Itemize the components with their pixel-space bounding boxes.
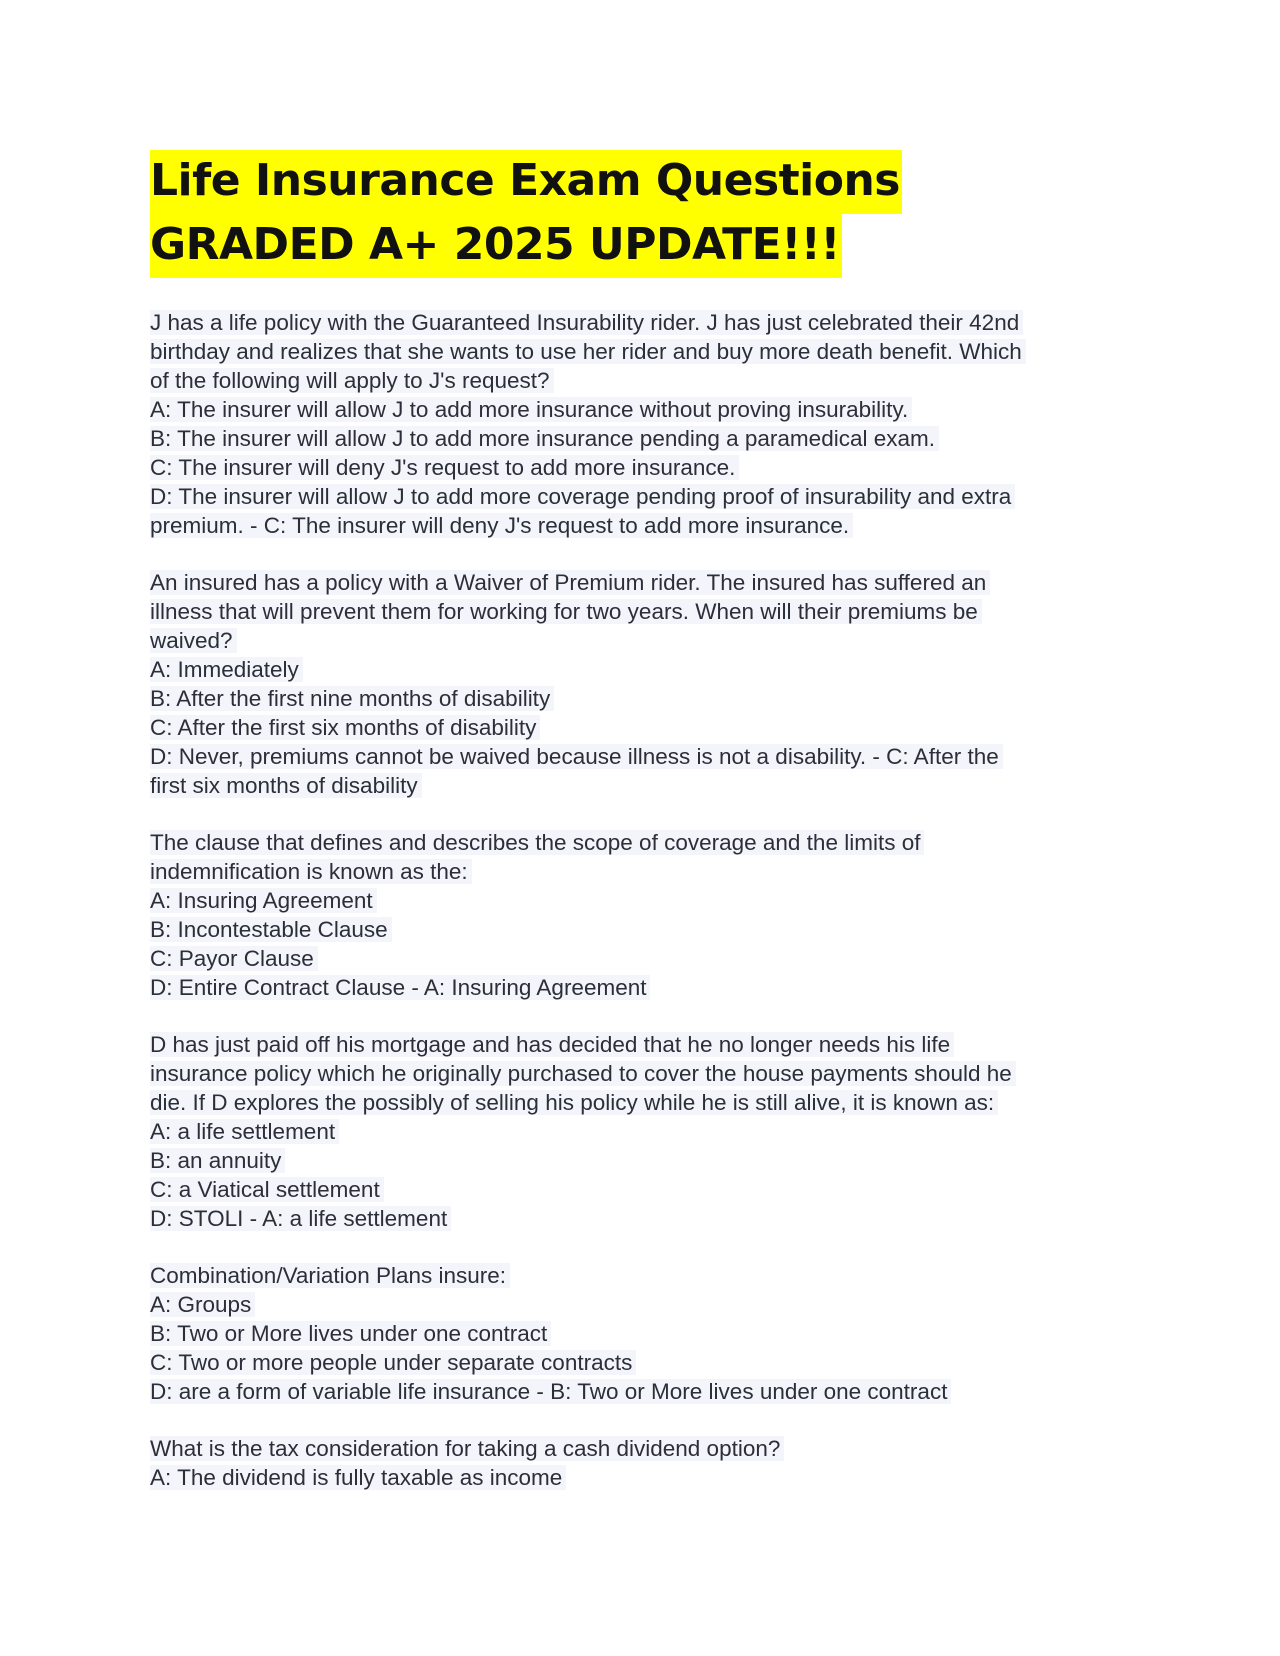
question-line: [150, 973, 1130, 1002]
question-line-text: B: Incontestable Clause: [150, 917, 392, 942]
question-line-text: A: The insurer will allow J to add more insurance without proving insurability.: [150, 397, 912, 422]
question-list: [150, 308, 1130, 1492]
question-line: [150, 886, 1130, 915]
question-line-text: D: are a form of variable life insurance - B: Two or More lives under one contract: [150, 1379, 951, 1404]
question-line-text: B: an annuity: [150, 1148, 285, 1173]
question-line-text: C: After the first six months of disability: [150, 715, 540, 740]
question-line: [150, 1117, 1130, 1146]
question-line: [150, 828, 1130, 857]
question-line: [150, 857, 1130, 886]
question-line: [150, 568, 1130, 597]
question-block: [150, 1434, 1130, 1492]
question-line: [150, 1377, 1130, 1406]
question-line-text: An insured has a policy with a Waiver of Premium rider. The insured has suffered an: [150, 570, 990, 595]
question-line-text: C: The insurer will deny J's request to add more insurance.: [150, 455, 739, 480]
question-line-text: The clause that defines and describes the scope of coverage and the limits of: [150, 830, 924, 855]
question-line: [150, 511, 1130, 540]
question-line-text: A: a life settlement: [150, 1119, 339, 1144]
question-line: [150, 771, 1130, 800]
question-line-text: Combination/Variation Plans insure:: [150, 1263, 510, 1288]
question-line-text: insurance policy which he originally purchased to cover the house payments should he: [150, 1061, 1016, 1086]
question-line-text: C: a Viatical settlement: [150, 1177, 384, 1202]
question-line: [150, 626, 1130, 655]
title-line-1: Life Insurance Exam Questions: [150, 150, 902, 214]
question-line-text: indemnification is known as the:: [150, 859, 472, 884]
document-title: [150, 150, 1130, 278]
question-line-text: C: Payor Clause: [150, 946, 318, 971]
title-line-2: GRADED A+ 2025 UPDATE!!!: [150, 214, 842, 278]
question-line-text: B: The insurer will allow J to add more insurance pending a paramedical exam.: [150, 426, 939, 451]
question-line-text: A: Immediately: [150, 657, 303, 682]
question-line: [150, 424, 1130, 453]
question-line: [150, 1290, 1130, 1319]
question-line: [150, 655, 1130, 684]
question-line: [150, 1434, 1130, 1463]
question-block: [150, 1030, 1130, 1233]
question-line-text: illness that will prevent them for working for two years. When will their premiums be: [150, 599, 982, 624]
question-line: [150, 1319, 1130, 1348]
question-line-text: A: The dividend is fully taxable as income: [150, 1465, 566, 1490]
question-line-text: B: Two or More lives under one contract: [150, 1321, 551, 1346]
question-line-text: birthday and realizes that she wants to use her rider and buy more death benefit. Which: [150, 339, 1026, 364]
question-line-text: D: Never, premiums cannot be waived because illness is not a disability. - C: After the: [150, 744, 1003, 769]
question-block: [150, 1261, 1130, 1406]
question-line: [150, 1463, 1130, 1492]
question-line: [150, 713, 1130, 742]
document-page: [150, 150, 1130, 1520]
question-line-text: J has a life policy with the Guaranteed Insurability rider. J has just celebrated their 42nd: [150, 310, 1023, 335]
question-line: [150, 742, 1130, 771]
question-line-text: A: Groups: [150, 1292, 255, 1317]
question-line: [150, 1146, 1130, 1175]
question-line-text: of the following will apply to J's request?: [150, 368, 554, 393]
question-line-text: die. If D explores the possibly of selling his policy while he is still alive, it is known as:: [150, 1090, 998, 1115]
question-line: [150, 597, 1130, 626]
question-line: [150, 337, 1130, 366]
question-line: [150, 1261, 1130, 1290]
question-line-text: premium. - C: The insurer will deny J's request to add more insurance.: [150, 513, 853, 538]
question-line: [150, 1204, 1130, 1233]
question-line: [150, 915, 1130, 944]
question-line-text: D: Entire Contract Clause - A: Insuring Agreement: [150, 975, 650, 1000]
question-line: [150, 1088, 1130, 1117]
question-line-text: C: Two or more people under separate contracts: [150, 1350, 636, 1375]
question-line-text: D has just paid off his mortgage and has decided that he no longer needs his life: [150, 1032, 954, 1057]
question-line: [150, 1030, 1130, 1059]
question-block: [150, 828, 1130, 1002]
question-line: [150, 308, 1130, 337]
question-line-text: D: STOLI - A: a life settlement: [150, 1206, 451, 1231]
question-block: [150, 308, 1130, 540]
question-line: [150, 366, 1130, 395]
question-line: [150, 684, 1130, 713]
question-line: [150, 1175, 1130, 1204]
question-line: [150, 453, 1130, 482]
question-line: [150, 1059, 1130, 1088]
question-line-text: D: The insurer will allow J to add more coverage pending proof of insurability and extra: [150, 484, 1015, 509]
question-line: [150, 944, 1130, 973]
question-block: [150, 568, 1130, 800]
question-line: [150, 395, 1130, 424]
question-line: [150, 1348, 1130, 1377]
question-line-text: waived?: [150, 628, 237, 653]
question-line-text: A: Insuring Agreement: [150, 888, 377, 913]
question-line-text: B: After the first nine months of disability: [150, 686, 554, 711]
question-line-text: first six months of disability: [150, 773, 422, 798]
question-line: [150, 482, 1130, 511]
question-line-text: What is the tax consideration for taking a cash dividend option?: [150, 1436, 784, 1461]
